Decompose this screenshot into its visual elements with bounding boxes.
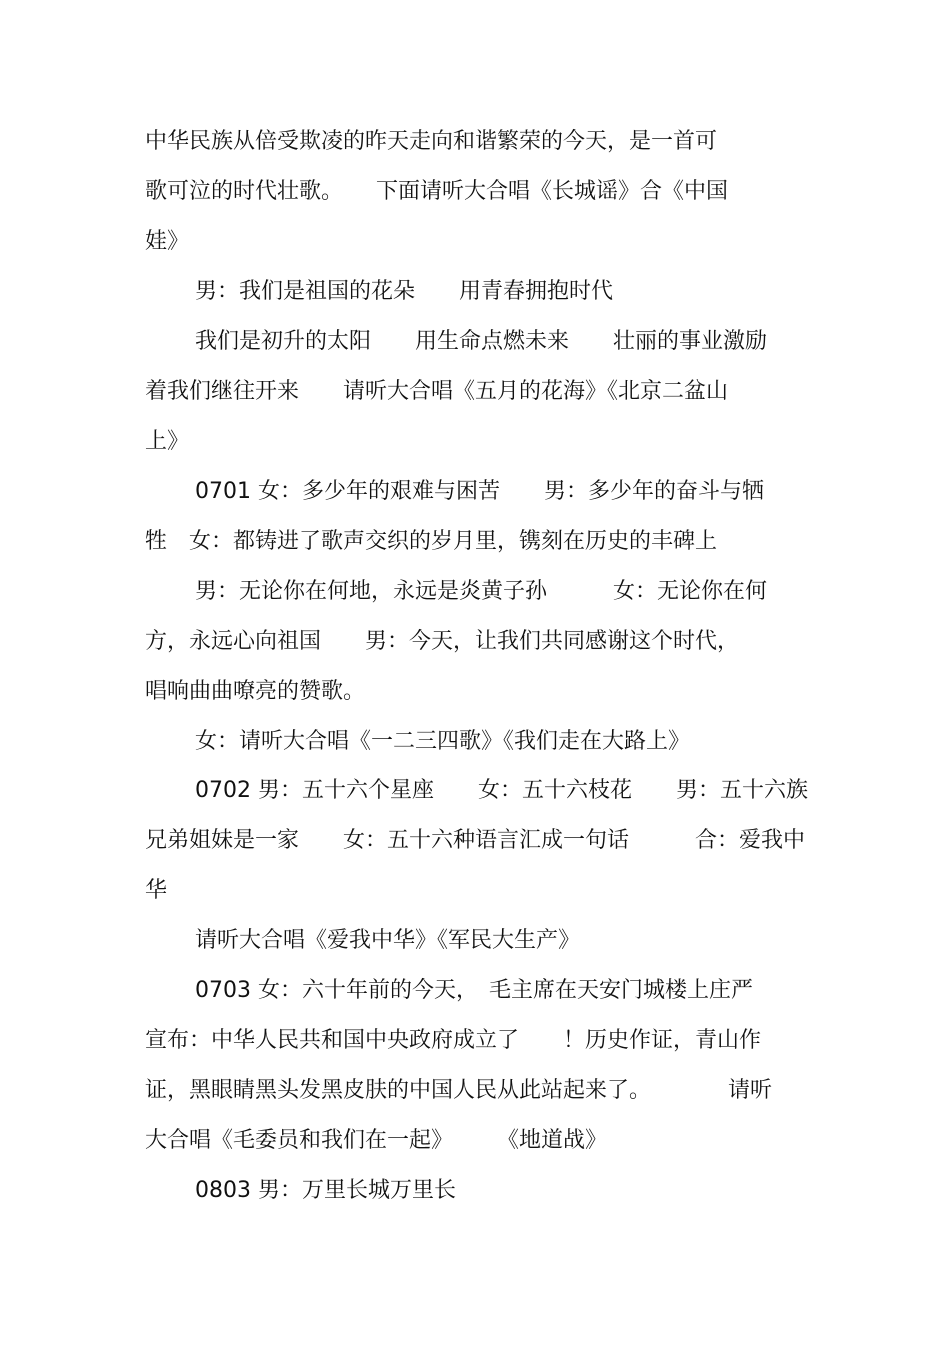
text-line-21: 大合唱《毛委员和我们在一起》 《地道战》	[145, 1128, 608, 1153]
text-line-3: 娃》	[145, 229, 190, 254]
text-line-20: 证，黑眼睛黑头发黑皮肤的中国人民从此站起来了。 请听	[145, 1078, 773, 1103]
text-line-9: 牲 女：都铸进了歌声交织的岁月里，镌刻在历史的丰碑上	[145, 529, 718, 554]
text-line-1: 中华民族从倍受欺凌的昨天走向和谐繁荣的今天，是一首可	[145, 129, 718, 154]
text-line-12: 唱响曲曲嘹亮的赞歌。	[145, 679, 366, 704]
text-line-10: 男：无论你在何地，永远是炎黄子孙 女：无论你在何	[195, 579, 768, 604]
text-line-19: 宣布：中华人民共和国中央政府成立了 ！历史作证，青山作	[145, 1028, 762, 1053]
text-line-14: 0702 男：五十六个星座 女：五十六枝花 男：五十六族	[195, 778, 808, 803]
text-line-11: 方，永远心向祖国 男：今天，让我们共同感谢这个时代，	[145, 629, 740, 654]
text-line-22: 0803 男：万里长城万里长	[195, 1178, 456, 1203]
text-line-13: 女：请听大合唱《一二三四歌》《我们走在大路上》	[195, 729, 691, 754]
text-line-4: 男：我们是祖国的花朵 用青春拥抱时代	[195, 279, 614, 304]
text-line-15: 兄弟姐妹是一家 女：五十六种语言汇成一句话 合：爱我中	[145, 828, 806, 853]
text-line-7: 上》	[145, 429, 190, 454]
text-line-18: 0703 女：六十年前的今天， 毛主席在天安门城楼上庄严	[195, 978, 753, 1003]
text-line-8: 0701 女：多少年的艰难与困苦 男：多少年的奋斗与牺	[195, 479, 764, 504]
text-line-5: 我们是初升的太阳 用生命点燃未来 壮丽的事业激励	[195, 329, 768, 354]
text-line-6: 着我们继往开来 请听大合唱《五月的花海》《北京二盆山	[145, 379, 729, 404]
text-line-2: 歌可泣的时代壮歌。 下面请听大合唱《长城谣》合《中国	[145, 179, 729, 204]
text-line-16: 华	[145, 878, 168, 903]
text-line-17: 请听大合唱《爱我中华》《军民大生产》	[195, 928, 581, 953]
